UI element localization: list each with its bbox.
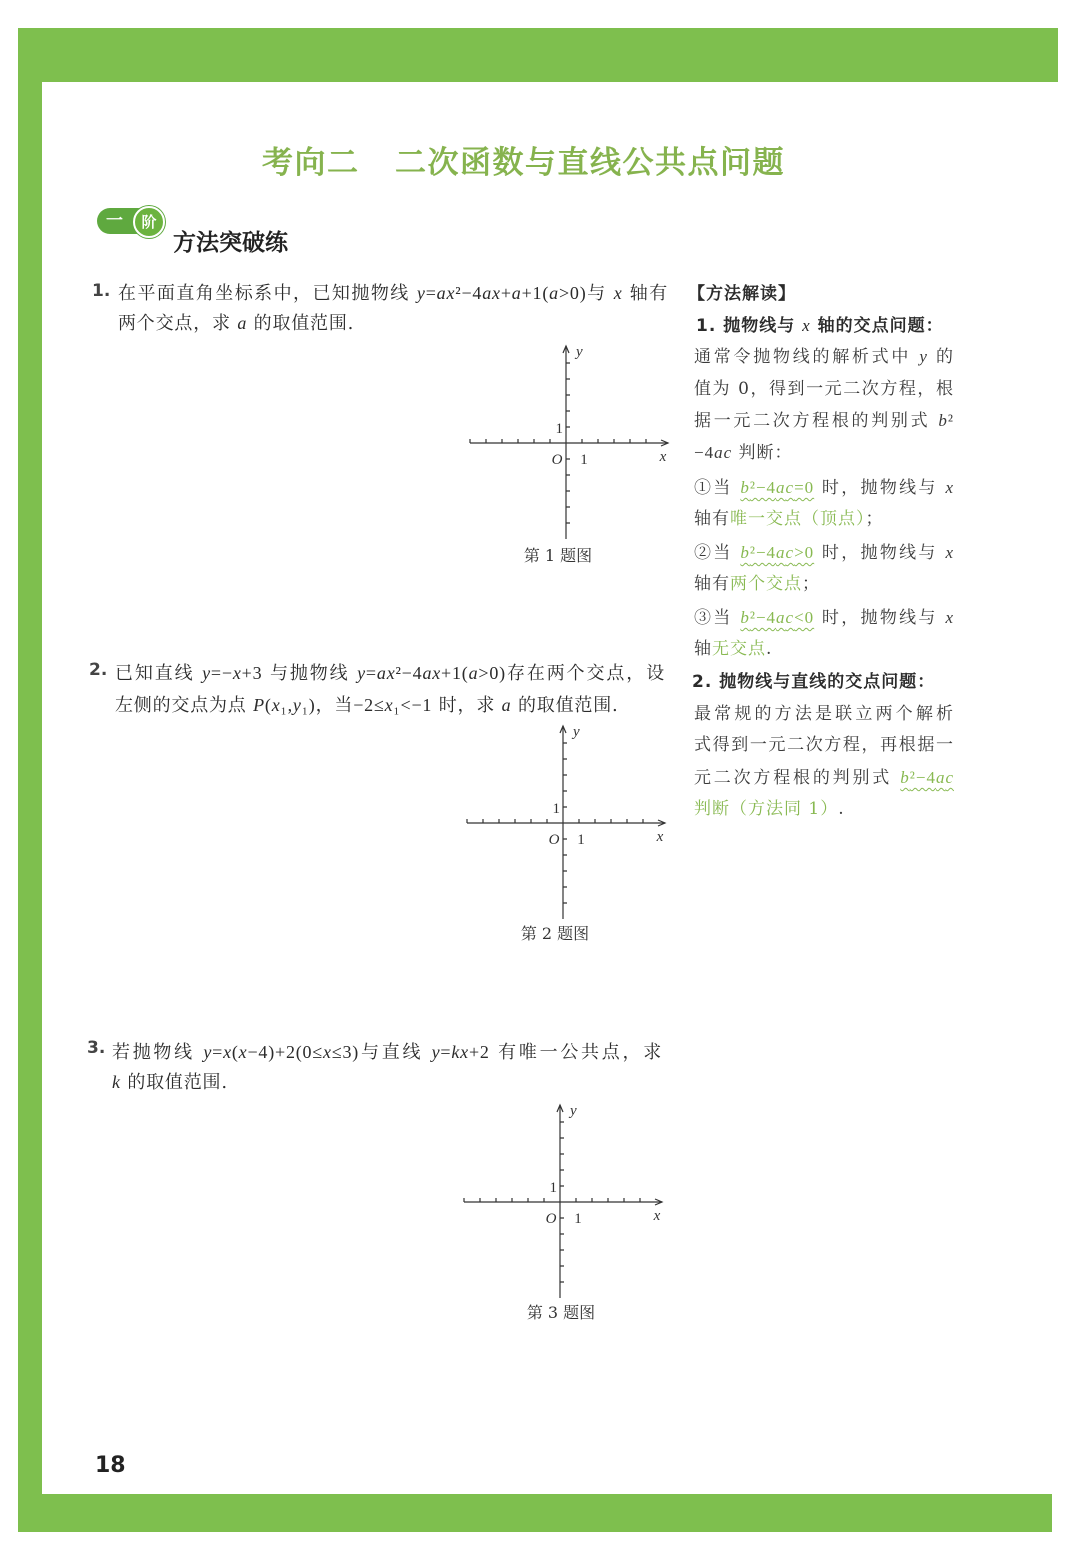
math-variable-a [237, 313, 247, 333]
math-variable: c [785, 543, 795, 562]
math-variable: k [112, 1072, 121, 1092]
math-variable: y [357, 663, 366, 683]
method-note-line [694, 765, 954, 791]
coordinate-figure-2 [467, 723, 672, 923]
y-unit-label: 1 [555, 421, 563, 437]
problem-text: 存在两个交点，设 [505, 663, 665, 684]
method-note-line [694, 440, 793, 466]
math-variable: a [776, 543, 786, 562]
math-variable: x [271, 695, 281, 715]
note-text: ； [865, 509, 884, 529]
problem-text: 时，求 [432, 695, 502, 716]
note-text: 1. 抛物线与 [696, 316, 803, 336]
math-variable: a [376, 663, 387, 683]
math-variable: x [492, 283, 501, 303]
note-text: ③当 [694, 608, 741, 628]
math-variable: x [432, 663, 442, 683]
note-text: 通常令抛物线的解析式中 [694, 347, 920, 367]
note-text: 轴有 [694, 509, 730, 529]
highlight-text: 两个交点 [730, 574, 802, 594]
level-badge [97, 206, 165, 236]
problem-text: 两个交点，求 [118, 313, 238, 334]
method-note-line [694, 732, 954, 758]
note-text: ①当 [694, 478, 741, 498]
math-variable-x [945, 608, 954, 627]
math-variable-x [945, 543, 954, 562]
math-variable: a [237, 313, 248, 333]
problem-text: 与 [586, 283, 614, 304]
method-point-2-title [692, 669, 935, 695]
math-variable: c [785, 608, 795, 627]
math-variable: y [416, 283, 426, 303]
origin-label: O [545, 1211, 557, 1227]
math-variable: c [945, 768, 954, 787]
highlight-text: 唯一交点（顶点） [730, 509, 866, 529]
math-variable: k [451, 1042, 461, 1062]
method-point-1-title [696, 313, 944, 339]
math-variable: c [785, 478, 795, 497]
problem-text: 的取值范围. [511, 695, 619, 716]
problem-text: 的取值范围. [247, 313, 355, 334]
x-unit-label: 1 [580, 452, 588, 468]
method-notes-header: 【方法解读】 [688, 284, 796, 304]
figure-2-caption: 第 2 题图 [520, 924, 590, 943]
math-variable: x [945, 543, 955, 562]
x-axis-label: x [659, 449, 667, 465]
math-variable-y [919, 347, 928, 366]
parabola-equation: y=x(x−4)+2(0≤x≤3) [203, 1042, 360, 1062]
problem-3-line-1 [112, 1039, 662, 1065]
math-variable: x [460, 1042, 469, 1062]
note-text: 元二次方程根的判别式 [694, 768, 901, 788]
parabola-equation: y=ax²−4ax+1(a>0) [357, 663, 506, 683]
discriminant-part: b² [938, 411, 954, 430]
problem-text: 轴有 [622, 283, 668, 304]
note-text: 轴有 [694, 574, 730, 594]
point-p: P(x₁,y₁) [253, 695, 316, 715]
y-axis-label: y [573, 724, 580, 740]
math-variable: b [938, 411, 948, 430]
math-variable: a [482, 283, 493, 303]
note-text: 2. 抛物线与直线的交点问题： [692, 672, 936, 692]
math-variable: x [232, 663, 242, 683]
math-variable: b [740, 543, 750, 562]
method-case-1 [694, 475, 954, 501]
note-text: . [766, 639, 773, 659]
y-unit-label: 1 [549, 1180, 557, 1196]
y-axis-label: y [576, 344, 583, 360]
inequality: −2≤x₁<−1 [353, 695, 433, 715]
math-variable: a [549, 283, 559, 303]
discriminant-greater-zero: b²−4ac>0 [740, 543, 815, 562]
problem-text: 的取值范围. [120, 1072, 228, 1093]
note-text: 判断： [732, 443, 793, 463]
problem-3-line-2 [112, 1069, 228, 1095]
bottom-green-band [18, 1494, 1052, 1532]
math-variable: x [802, 316, 811, 335]
note-text: 时，抛物线与 [814, 543, 946, 563]
problem-2-line-2 [115, 692, 619, 718]
math-variable: y [919, 347, 928, 366]
math-variable: a [422, 663, 433, 683]
math-variable: y [203, 1042, 213, 1062]
page-number: 18 [95, 1453, 126, 1478]
section-heading: 方法突破练 [173, 230, 288, 256]
math-variable: c [723, 443, 733, 462]
x-axis-label: x [656, 829, 664, 845]
math-variable: x [323, 1042, 332, 1062]
math-variable: a [776, 478, 786, 497]
figure-3-caption: 第 3 题图 [526, 1303, 596, 1322]
problem-1-line-1 [118, 280, 668, 306]
highlight-text: 无交点 [712, 639, 766, 659]
left-green-band [18, 28, 42, 1532]
problem-1-line-2 [118, 310, 354, 336]
note-text: 时，抛物线与 [814, 608, 946, 628]
math-variable: x [384, 695, 394, 715]
x-axis-ticks [470, 439, 646, 443]
note-text: ； [802, 574, 820, 594]
math-variable: x [613, 283, 623, 303]
discriminant-less-zero: b²−4ac<0 [740, 608, 815, 627]
method-case-2-result [694, 571, 820, 597]
math-variable: y [431, 1042, 441, 1062]
problem-text: 与抛物线 [262, 663, 358, 684]
note-text: 据一元二次方程根的判别式 [694, 411, 939, 431]
math-variable: y [292, 695, 302, 715]
badge-level-char: 阶 [133, 206, 165, 238]
problem-text: 与直线 [359, 1042, 432, 1063]
math-variable-x [802, 316, 811, 335]
math-variable: x [223, 1042, 232, 1062]
page-title: 二次函数与直线公共点问题 [395, 145, 785, 181]
x-unit-label: 1 [574, 1211, 582, 1227]
top-green-band [18, 28, 1058, 82]
math-variable-x [614, 283, 623, 303]
method-note-line [694, 796, 845, 822]
problem-2-line-1 [115, 660, 665, 686]
y-unit-label: 1 [552, 801, 560, 817]
note-text: 式得到一元二次方程，再根据一 [694, 735, 954, 755]
method-case-3 [694, 605, 954, 631]
math-variable: a [776, 608, 786, 627]
problem-1-number: 1. [92, 281, 111, 301]
problem-3-number: 3. [87, 1038, 106, 1058]
origin-label: O [551, 452, 563, 468]
line-equation: y=kx+2 [431, 1042, 490, 1062]
note-text: 的 [927, 347, 955, 367]
math-variable: a [511, 283, 522, 303]
x-axis-label: x [653, 1208, 661, 1224]
math-variable: a [468, 663, 479, 683]
note-text: . [838, 799, 845, 819]
method-note-line [694, 376, 954, 402]
math-variable: x [945, 478, 955, 497]
math-variable: a [935, 768, 946, 787]
problem-text: 若抛物线 [112, 1042, 204, 1063]
discriminant: b²−4ac [900, 768, 954, 787]
problem-text: 已知直线 [115, 663, 203, 684]
math-variable: x [238, 1042, 248, 1062]
note-text: 最常规的方法是联立两个解析 [694, 704, 954, 724]
math-variable: b [740, 478, 750, 497]
method-case-1-result [694, 506, 884, 532]
note-text: ②当 [694, 543, 741, 563]
figure-1-caption: 第 1 题图 [523, 546, 593, 565]
math-variable: x [386, 663, 396, 683]
note-text: 值为 0，得到一元二次方程，根 [694, 379, 954, 399]
math-variable-k [112, 1072, 121, 1092]
problem-text: ，当 [315, 695, 354, 716]
problem-2-number: 2. [89, 660, 108, 680]
method-case-3-result [694, 636, 772, 662]
method-case-2 [694, 540, 954, 566]
math-variable: a [714, 443, 724, 462]
origin-label: O [548, 832, 560, 848]
x-unit-label: 1 [577, 832, 585, 848]
note-text: 轴的交点问题： [810, 316, 944, 336]
coordinate-figure-1 [470, 343, 675, 543]
method-note-line [694, 408, 954, 434]
math-variable: b [740, 608, 750, 627]
method-note-line [694, 344, 954, 370]
problem-text: 在平面直角坐标系中，已知抛物线 [118, 283, 417, 304]
problem-text: 左侧的交点为点 [115, 695, 254, 716]
math-variable: b [900, 768, 910, 787]
math-variable: P [253, 695, 265, 715]
note-text: 时，抛物线与 [814, 478, 946, 498]
math-variable: a [501, 695, 512, 715]
discriminant-part: −4ac [694, 443, 733, 462]
page-title-prefix: 考向二 [262, 145, 360, 181]
highlight-text: 判断（方法同 1） [694, 799, 839, 819]
problem-text: 有唯一公共点，求 [489, 1042, 662, 1063]
line-equation: y=−x+3 [202, 663, 263, 683]
parabola-equation: y=ax²−4ax+a+1(a>0) [416, 283, 587, 303]
math-variable: x [945, 608, 955, 627]
note-text: 轴 [694, 639, 712, 659]
badge-level-number: 一 [97, 208, 151, 234]
coordinate-figure-3 [464, 1102, 669, 1302]
math-variable-x [945, 478, 954, 497]
math-variable: x [446, 283, 456, 303]
discriminant-equals-zero: b²−4ac=0 [740, 478, 815, 497]
math-variable-a [502, 695, 512, 715]
method-note-line [694, 701, 954, 727]
y-axis-label: y [570, 1103, 577, 1119]
math-variable: y [202, 663, 211, 683]
math-variable: a [436, 283, 447, 303]
